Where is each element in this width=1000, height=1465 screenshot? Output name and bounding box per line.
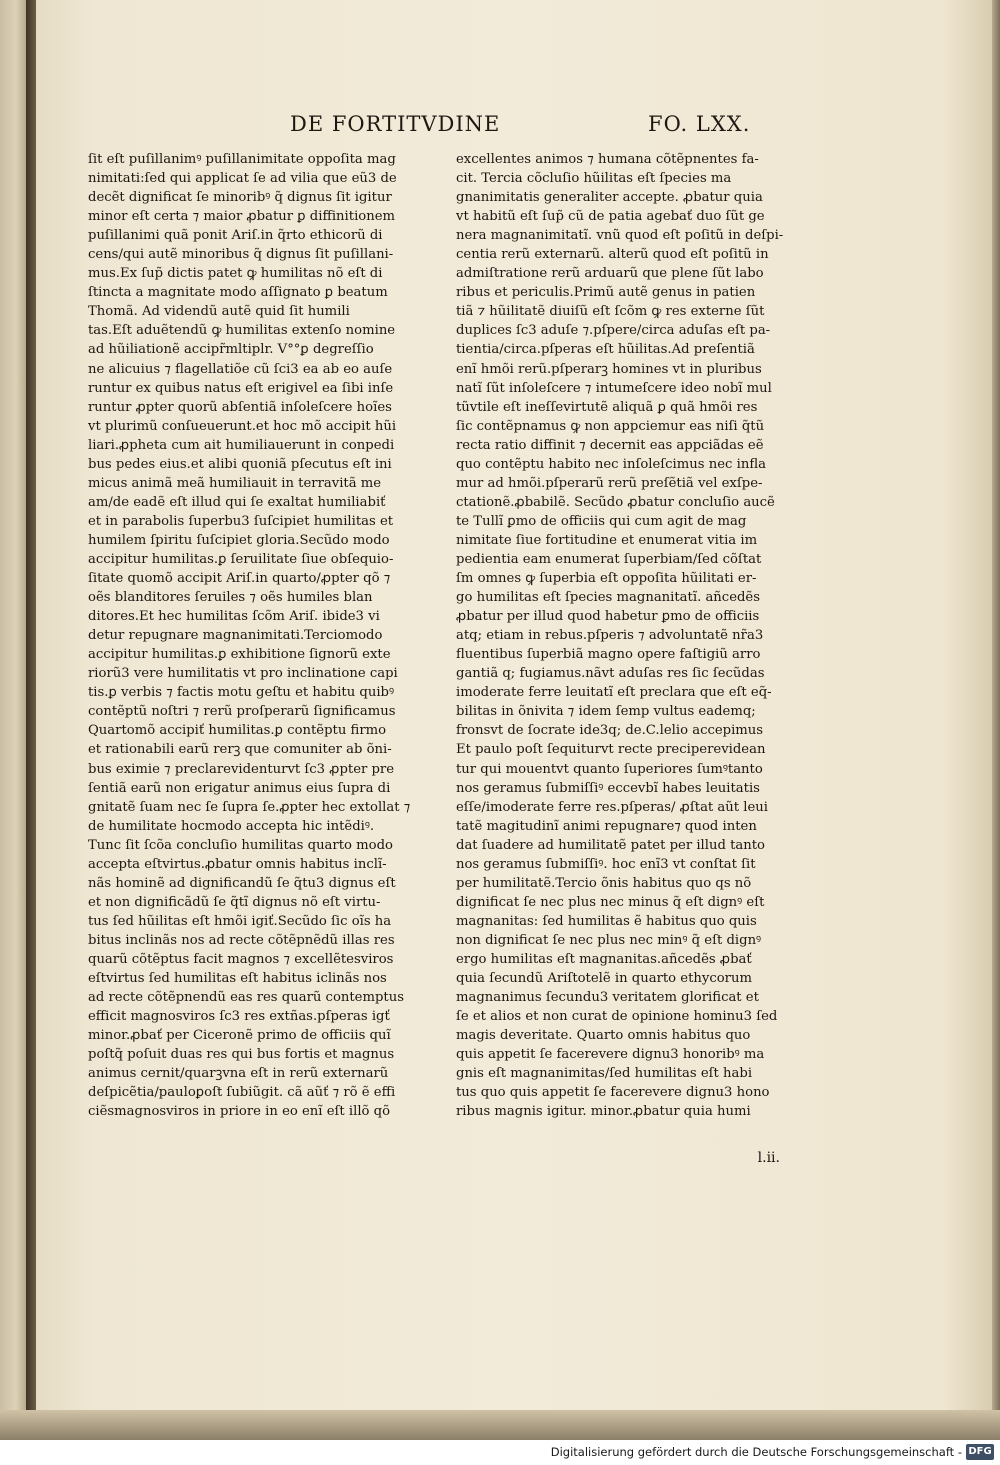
text-line: quo contẽptu habito nec inſoleſcimus nec infla: [456, 456, 766, 472]
text-line: cit. Tercia cõcluſio hũilitas eſt ſpecies ma: [456, 171, 732, 187]
text-line: quis appetit ſe facerevere dignu3 honoribꝰ ma: [456, 1047, 765, 1063]
text-line: bitus inclinãs nos ad recte cõtẽpnẽdũ illas res: [88, 932, 395, 948]
text-line: gnanimitatis generaliter accepte. ꝓbatur quia: [456, 190, 763, 206]
text-line: dat ſuadere ad humilitatẽ patet per illud tanto: [456, 837, 765, 853]
text-line: go humilitas eſt ſpecies magnanitatĩ. añcedẽs: [456, 590, 761, 606]
text-line: bilitas in õnivita ⁊ idem ſemp vultus eademq;: [456, 704, 756, 720]
text-line: excellentes animos ⁊ humana cõtẽpnentes fa-: [456, 152, 759, 167]
text-line: ribus et periculis.Primũ autẽ genus in patien: [456, 285, 756, 301]
text-line: micus animã meã humiliauit in terravitã me: [88, 475, 382, 491]
text-line: am/de eadẽ eſt illud qui ſe exaltat humiliabiť: [88, 494, 386, 510]
text-line: vt plurimũ conſueuerunt.et hoc mõ accipit hũi: [88, 418, 397, 434]
text-line: imoderate ferre leuitatĩ eſt preclara que eſt eq̃-: [456, 685, 772, 701]
book-gutter: [26, 0, 36, 1440]
text-line: Thomã. Ad videndũ autẽ quid ſit humili: [88, 304, 350, 320]
text-line: tatẽ magitudinĩ animi repugnare⁊ quod inten: [456, 818, 757, 834]
text-line: per humilitatẽ.Tercio õnis habitus quo qs nõ: [456, 875, 752, 891]
text-line: Quartomõ accipiť humilitas.ꝑ contẽptu firmo: [88, 723, 387, 739]
text-line: magnanitas: ſed humilitas ẽ habitus quo quis: [456, 913, 757, 929]
text-line: accipitur humilitas.ꝑ exhibitione ſignorũ exte: [88, 647, 391, 663]
text-line: accipitur humilitas.ꝑ ſeruilitate ſiue obſequio-: [88, 551, 394, 567]
text-line: quarũ cõtẽptus facit magnos ⁊ excellẽtesviros: [88, 951, 394, 967]
text-line: ſentiã earũ non erigatur animus eius ſupra di: [88, 780, 391, 796]
text-line: eſtvirtus ſed humilitas eſt habitus iclinãs nos: [88, 971, 387, 987]
text-line: et non dignificãdũ ſe q̃tĩ dignus nõ eſt virtu-: [88, 894, 381, 910]
text-line: ad hũiliationẽ accipr̃mltiplr. V°°ꝑ degreſſio: [88, 342, 374, 358]
text-line: ciẽsmagnosviros in priore in eo enĩ eſt illõ qõ: [88, 1104, 391, 1120]
text-line: mur ad hmõi.pſperarũ rerũ preſẽtiã vel exſpe-: [456, 475, 763, 491]
text-column-right: [456, 150, 796, 1121]
text-line: magnanimus ſecundu3 veritatem glorificat et: [456, 990, 759, 1006]
text-line: tiã ⁊ hũilitatẽ diuiſũ eſt ſcõm ꝙ res externe ſũt: [456, 304, 765, 320]
text-line: ſitate quomõ accipit Ariſ.in quarto/ꝓpter qõ ⁊: [88, 571, 391, 587]
running-head: [290, 112, 770, 142]
text-line: eſſe/imoderate ferre res.pſperas/ ꝓſtat aũt leui: [456, 799, 769, 815]
digitization-footer: [0, 1440, 1000, 1465]
text-line: nos geramus ſubmiſſiꝰ. hoc enĩ3 vt conſtat ſit: [456, 856, 756, 872]
text-line: tũvtile eſt ineſſevirtutẽ aliquã ꝑ quã hmõi res: [456, 399, 758, 415]
text-line: magis deveritate. Quarto omnis habitus quo: [456, 1028, 751, 1044]
text-line: efficit magnosviros ſc3 res extñas.pſperas igť: [88, 1009, 390, 1025]
text-line: runtur ex quibus natus eſt erigivel ea ſibi inſe: [88, 380, 394, 396]
text-line: tus quo quis appetit ſe facerevere dignu3 hono: [456, 1085, 770, 1101]
text-line: minor eſt certa ⁊ maior ꝓbatur ꝑ diffinitionem: [88, 209, 396, 225]
text-line: fronsvt de ſocrate ide3q; de.C.lelio accepimus: [456, 723, 764, 739]
text-line: ſic contẽpnamus ꝙ non appciemur eas niſi q̃tũ: [456, 418, 765, 434]
text-line: liari.ꝓpheta cum ait humiliauerunt in conpedi: [88, 437, 395, 453]
text-line: ribus magnis igitur. minor.ꝓbatur quia humi: [456, 1104, 751, 1120]
text-line: runtur ꝓpter quorũ abſentiã inſoleſcere hoĩes: [88, 399, 392, 415]
text-line: ſit eſt puſillanimꝰ puſillanimitate oppoſita mag: [88, 152, 396, 167]
text-line: ſtincta a magnitate modo aſſignato ꝑ beatum: [88, 285, 388, 301]
text-line: poſtq̃ poſuit duas res qui bus fortis et magnus: [88, 1047, 395, 1063]
signature-mark: l.ii.: [757, 1150, 780, 1166]
text-line: tientia/circa.pſperas eſt hũilitas.Ad preſentiã: [456, 342, 755, 358]
text-line: mus.Ex ſup̃ dictis patet ꝙ humilitas nõ eſt di: [88, 266, 383, 282]
text-line: ctationẽ.ꝓbabilẽ. Secũdo ꝓbatur concluſio aucẽ: [456, 494, 775, 510]
text-line: ditores.Et hec humilitas ſcõm Ariſ. ibide3 vi: [88, 609, 380, 625]
text-line: de humilitate hocmodo accepta hic intẽdiꝰ.: [88, 818, 375, 834]
page-fore-edge: [992, 0, 1000, 1440]
text-line: gnitatẽ ſuam nec ſe ſupra ſe.ꝓpter hec extollat ⁊: [88, 799, 411, 815]
text-line: tus ſed hũilitas eſt hmõi igiť.Secũdo ſic oĩs ha: [88, 913, 392, 929]
text-line: ꝓbatur per illud quod habetur ꝑmo de officiis: [456, 609, 760, 625]
text-line: minor.ꝓbať per Ciceronẽ primo de officiis quĩ: [88, 1028, 391, 1044]
text-line: te Tullĩ ꝑmo de officiis qui cum agit de mag: [456, 513, 747, 529]
text-line: nãs hominẽ ad dignificandũ ſe q̃tu3 dignus eſt: [88, 875, 396, 891]
text-line: ne alicuius ⁊ flagellatiõe cũ ſci3 ea ab eo auſe: [88, 361, 393, 377]
text-line: quia ſecundũ Ariſtotelẽ in quarto ethycorum: [456, 971, 752, 987]
text-line: pedientia eam enumerat ſuperbiam/ſed cõſtat: [456, 551, 762, 567]
text-line: tis.ꝑ verbis ⁊ factis motu geſtu et habitu quibꝰ: [88, 685, 395, 701]
text-line: non dignificat ſe nec plus nec minꝰ q̃ eſt dignꝰ: [456, 932, 762, 948]
text-line: tur qui mouentvt quanto ſuperiores ſumꝰtanto: [456, 761, 763, 777]
adjacent-page-edge: [0, 0, 26, 1440]
page-bottom-edge: [0, 1410, 1000, 1440]
text-line: cens/qui autẽ minoribus q̃ dignus ſit puſillani-: [88, 247, 394, 263]
text-line: ſm omnes ꝙ ſuperbia eſt oppoſita hũilitati er-: [456, 571, 757, 587]
text-line: recta ratio diffinit ⁊ decernit eas appciãdas eẽ: [456, 437, 764, 453]
running-title: DE FORTITVDINE: [290, 112, 501, 136]
text-line: natĩ ſũt inſoleſcere ⁊ intumeſcere ideo nobĩ mul: [456, 380, 772, 396]
text-line: accepta eſtvirtus.ꝓbatur omnis habitus inclĩ-: [88, 856, 387, 872]
text-line: vt habitũ eſt ſup̃ cũ de patia agebať duo ſũt ge: [456, 209, 765, 225]
text-line: ergo humilitas eſt magnanitas.añcedẽs ꝓbať: [456, 951, 752, 967]
text-line: bus pedes eius.et alibi quoniã pſecutus eſt ini: [88, 456, 392, 472]
text-line: Et paulo poſt ſequiturvt recte preciperevidean: [456, 742, 766, 758]
text-line: fluentibus ſuperbiã magno opere faſtigiũ arro: [456, 647, 761, 663]
text-line: et rationabili earũ rerꝫ que comuniter ab õni-: [88, 742, 392, 758]
text-line: ad recte cõtẽpnendũ eas res quarũ contemptus: [88, 990, 404, 1006]
text-line: animus cernit/quarꝫvna eſt in rerũ externarũ: [88, 1066, 389, 1082]
folio-number: FO. LXX.: [648, 112, 751, 136]
dfg-logo-icon: DFG: [966, 1444, 994, 1460]
text-line: nimitate ſiue fortitudine et enumerat vitia im: [456, 532, 758, 548]
text-line: contẽptũ noſtri ⁊ rerũ proſperarũ ſignificamus: [88, 704, 396, 720]
text-line: duplices ſc3 aduſe ⁊.pſpere/circa aduſas eſt pa-: [456, 323, 771, 339]
text-column-left: [88, 150, 433, 1121]
text-line: nos geramus ſubmiſſiꝰ eccevbĩ habes leuitatis: [456, 780, 760, 796]
text-line: nera magnanimitatĩ. vnũ quod eſt poſitũ in deſpi-: [456, 228, 784, 244]
text-line: tas.Eſt aduẽtendũ ꝙ humilitas extenſo nomine: [88, 323, 396, 339]
text-line: bus eximie ⁊ preclarevidenturvt ſc3 ꝓpter pre: [88, 761, 395, 777]
text-line: et in parabolis ſuperbu3 ſuſcipiet humilitas et: [88, 513, 394, 529]
text-line: decẽt dignificat ſe minoribꝰ q̃ dignus ſit igitur: [88, 190, 392, 206]
text-line: centia rerũ externarũ. alterũ quod eſt poſitũ in: [456, 247, 769, 263]
text-line: detur repugnare magnanimitati.Terciomodo: [88, 628, 383, 644]
text-line: ſe et alios et non curat de opinione hominu3 ſed: [456, 1009, 778, 1025]
text-line: enĩ hmõi rerũ.pſperarꝫ homines vt in pluribus: [456, 361, 762, 377]
funding-credit: Digitalisierung gefördert durch die Deutsche Forschungsgemeinschaft -: [550, 1445, 962, 1459]
text-line: nimitati:ſed qui applicat ſe ad vilia que eũ3 de: [88, 171, 397, 187]
text-line: atq; etiam in rebus.pſperis ⁊ advoluntatẽ nr̃a3: [456, 628, 764, 644]
text-line: puſillanimi quã ponit Ariſ.in q̃rto ethicorũ di: [88, 228, 383, 244]
text-line: riorũ3 vere humilitatis vt pro inclinatione capi: [88, 666, 398, 682]
text-line: gantiã q; fugiamus.nãvt aduſas res ſic ſecũdas: [456, 666, 765, 682]
text-line: Tunc ſit ſcõa concluſio humilitas quarto modo: [88, 837, 393, 853]
text-line: humilem ſpiritu ſuſcipiet gloria.Secũdo modo: [88, 532, 390, 548]
text-line: deſpicẽtia/pauloꝑoſt ſubiũgit. cã aũť ⁊ rõ ẽ effi: [88, 1085, 396, 1101]
text-line: gnis eſt magnanimitas/ſed humilitas eſt habi: [456, 1066, 753, 1082]
text-line: oẽs blanditores ſeruiles ⁊ oẽs humiles blan: [88, 590, 373, 606]
text-line: admiſtratione rerũ arduarũ que plene ſũt labo: [456, 266, 764, 282]
text-line: dignificat ſe nec plus nec minus q̃ eſt dignꝰ eſt: [456, 894, 765, 910]
